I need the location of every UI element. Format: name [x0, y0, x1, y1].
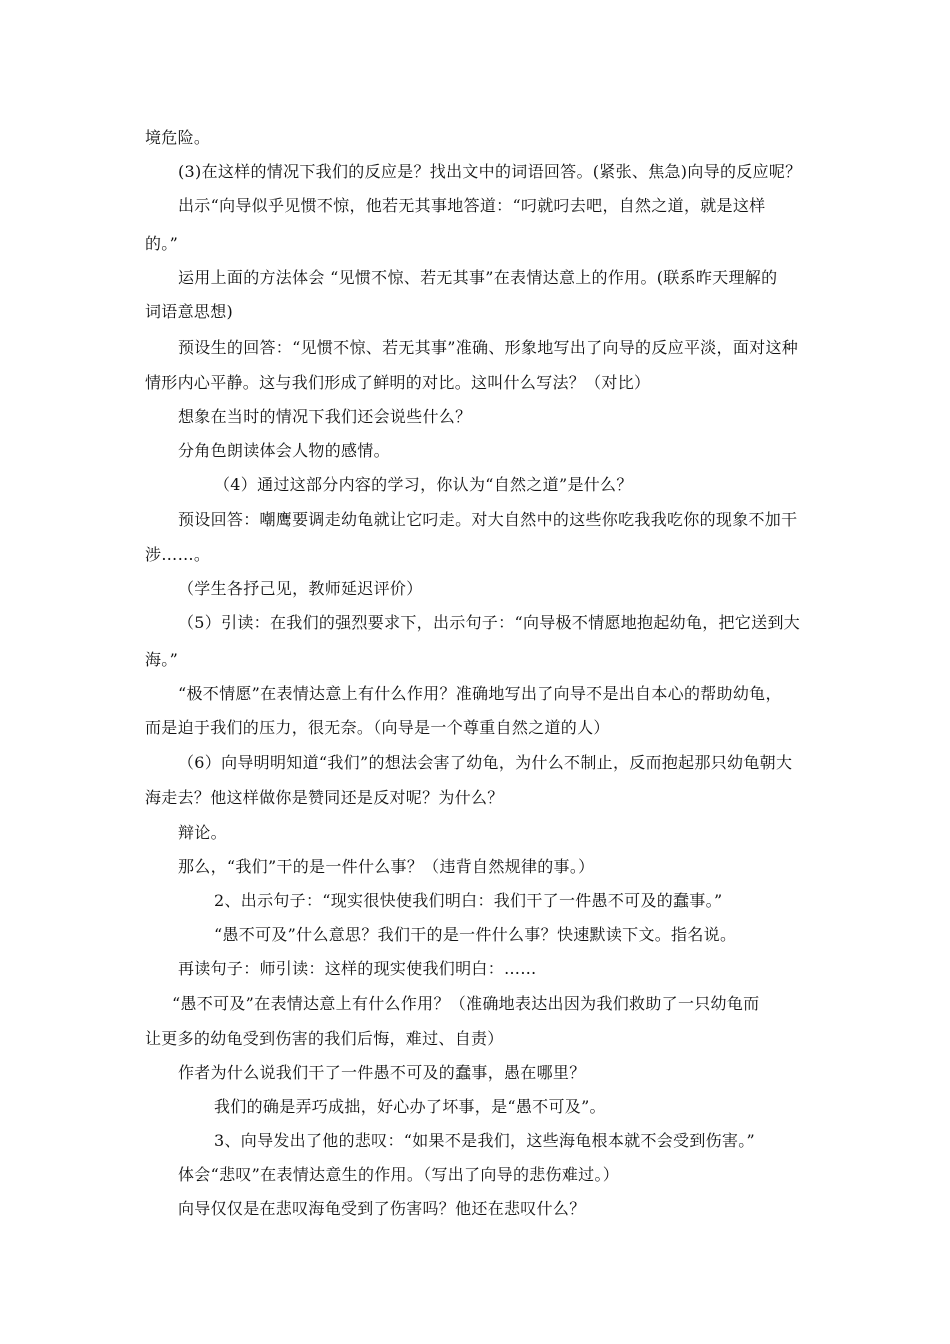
text-line: “愚不可及”在表情达意上有什么作用？（准确地表达出因为我们救助了一只幼龟而 — [172, 994, 760, 1013]
text-line: 出示“向导似乎见惯不惊，他若无其事地答道：“叼就叼去吧，自然之道，就是这样 — [178, 196, 766, 215]
text-line: （6）向导明明知道“我们”的想法会害了幼龟，为什么不制止，反而抱起那只幼龟朝大 — [178, 753, 793, 772]
text-line: 而是迫于我们的压力，很无奈。（向导是一个尊重自然之道的人） — [145, 718, 610, 737]
text-line: 预设回答：嘲鹰要调走幼龟就让它叼走。对大自然中的这些你吃我我吃你的现象不加干 — [178, 510, 798, 529]
text-line: （5）引读：在我们的强烈要求下，出示句子：“向导极不情愿地抱起幼龟，把它送到大 — [178, 613, 801, 632]
text-line: 让更多的幼龟受到伤害的我们后悔，难过、自责） — [145, 1029, 504, 1048]
text-line: 运用上面的方法体会 “见惯不惊、若无其事”在表情达意上的作用。(联系昨天理解的 — [178, 268, 778, 287]
text-line: 词语意思想) — [145, 302, 234, 321]
text-line: 涉……。 — [145, 545, 211, 564]
text-line: 2、出示句子：“现实很快使我们明白：我们干了一件愚不可及的蠢事。” — [214, 891, 723, 910]
text-line: 预设生的回答：“见惯不惊、若无其事”准确、形象地写出了向导的反应平淡，面对这种 — [178, 338, 799, 357]
text-line: 辩论。 — [178, 823, 227, 842]
text-line: 分角色朗读体会人物的感情。 — [178, 441, 390, 460]
text-line: “极不情愿”在表情达意上有什么作用？准确地写出了向导不是出自本心的帮助幼龟， — [178, 684, 782, 703]
text-line: 我们的确是弄巧成拙，好心办了坏事，是“愚不可及”。 — [214, 1097, 606, 1116]
text-line: 境危险。 — [145, 128, 211, 147]
text-line: （学生各抒己见，教师延迟评价） — [178, 579, 423, 598]
text-line: 情形内心平静。这与我们形成了鲜明的对比。这叫什么写法？（对比） — [145, 373, 651, 392]
text-line: 海走去？他这样做你是赞同还是反对呢？为什么？ — [145, 788, 504, 807]
text-line: （4）通过这部分内容的学习，你认为“自然之道”是什么？ — [214, 475, 633, 494]
text-line: 向导仅仅是在悲叹海龟受到了伤害吗？他还在悲叹什么？ — [178, 1199, 586, 1218]
text-line: 海。” — [145, 650, 179, 669]
text-line: 体会“悲叹”在表情达意生的作用。（写出了向导的悲伤难过。） — [178, 1165, 620, 1184]
text-line: 作者为什么说我们干了一件愚不可及的蠢事，愚在哪里？ — [178, 1063, 586, 1082]
text-line: 那么，“我们”干的是一件什么事？（违背自然规律的事。） — [178, 857, 595, 876]
text-line: “愚不可及”什么意思？我们干的是一件什么事？快速默读下文。指名说。 — [214, 925, 737, 944]
text-line: 想象在当时的情况下我们还会说些什么？ — [178, 407, 472, 426]
text-line: 再读句子：师引读：这样的现实使我们明白：…… — [178, 959, 537, 978]
text-line: (3)在这样的情况下我们的反应是？找出文中的词语回答。(紧张、焦急)向导的反应呢？ — [178, 162, 802, 181]
text-line: 3、向导发出了他的悲叹：“如果不是我们，这些海龟根本就不会受到伤害。” — [214, 1131, 756, 1150]
text-line: 的。” — [145, 234, 179, 253]
